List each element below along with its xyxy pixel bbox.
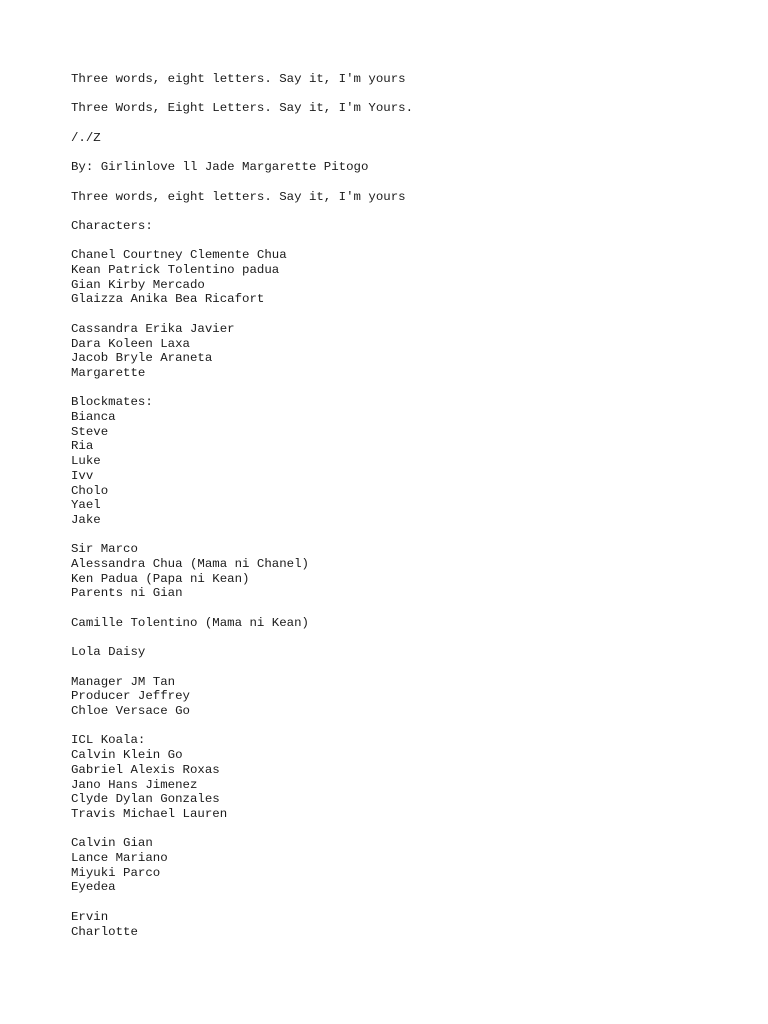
final-characters-group — [71, 910, 731, 939]
character-name: Kean Patrick Tolentino padua — [71, 263, 280, 278]
character-name: Calvin Gian — [71, 836, 153, 851]
text-line: Three words, eight letters. Say it, I'm yours — [71, 189, 406, 204]
grandmother-group — [71, 645, 731, 660]
character-name: Travis Michael Lauren — [71, 806, 228, 821]
characters-heading — [71, 219, 731, 234]
character-name: Dara Koleen Laxa — [71, 336, 190, 351]
character-name: Jacob Bryle Araneta — [71, 351, 213, 366]
group-heading: ICL Koala: — [71, 733, 146, 748]
character-name: Eyedea — [71, 880, 116, 895]
kean-mother-group — [71, 616, 731, 631]
character-name: Luke — [71, 454, 101, 469]
character-name: Cholo — [71, 483, 109, 498]
character-name: Ivv — [71, 468, 94, 483]
character-name: Parents ni Gian — [71, 586, 183, 601]
title-line — [71, 72, 731, 87]
separator-mark — [71, 131, 731, 146]
author-line — [71, 160, 731, 175]
group-heading: Blockmates: — [71, 395, 153, 410]
character-name: Lance Mariano — [71, 851, 168, 866]
character-name: Lola Daisy — [71, 645, 146, 660]
character-name: Gabriel Alexis Roxas — [71, 762, 220, 777]
document-page — [71, 72, 731, 954]
text-line: Three Words, Eight Letters. Say it, I'm Yours. — [71, 101, 414, 116]
secondary-characters-group — [71, 322, 731, 381]
title-repeat — [71, 190, 731, 205]
adults-group — [71, 542, 731, 601]
blockmates-group — [71, 395, 731, 527]
character-name: Ken Padua (Papa ni Kean) — [71, 571, 250, 586]
icl-koala-group — [71, 733, 731, 821]
title-capitalized — [71, 101, 731, 116]
character-name: Gian Kirby Mercado — [71, 277, 205, 292]
character-name: Chanel Courtney Clemente Chua — [71, 248, 287, 263]
character-name: Miyuki Parco — [71, 865, 161, 880]
character-name: Ervin — [71, 909, 109, 924]
character-name: Camille Tolentino (Mama ni Kean) — [71, 615, 309, 630]
character-name: Producer Jeffrey — [71, 689, 190, 704]
character-name: Charlotte — [71, 924, 138, 939]
character-name: Jano Hans Jimenez — [71, 777, 198, 792]
character-name: Chloe Versace Go — [71, 704, 190, 719]
character-name: Glaizza Anika Bea Ricafort — [71, 292, 265, 307]
character-name: Bianca — [71, 410, 116, 425]
character-name: Steve — [71, 424, 109, 439]
main-characters-group — [71, 248, 731, 307]
character-name: Alessandra Chua (Mama ni Chanel) — [71, 557, 309, 572]
character-name: Margarette — [71, 365, 146, 380]
character-name: Yael — [71, 498, 101, 513]
character-name: Sir Marco — [71, 542, 138, 557]
text-line: By: Girlinlove ll Jade Margarette Pitogo — [71, 160, 369, 175]
character-name: Calvin Klein Go — [71, 748, 183, 763]
text-line: Characters: — [71, 218, 153, 233]
text-line: Three words, eight letters. Say it, I'm yours — [71, 72, 406, 86]
character-name: Ria — [71, 439, 94, 454]
other-characters-group — [71, 836, 731, 895]
character-name: Manager JM Tan — [71, 674, 176, 689]
character-name: Jake — [71, 512, 101, 527]
industry-group — [71, 675, 731, 719]
character-name: Cassandra Erika Javier — [71, 321, 235, 336]
text-line: /./Z — [71, 130, 101, 145]
character-name: Clyde Dylan Gonzales — [71, 792, 220, 807]
